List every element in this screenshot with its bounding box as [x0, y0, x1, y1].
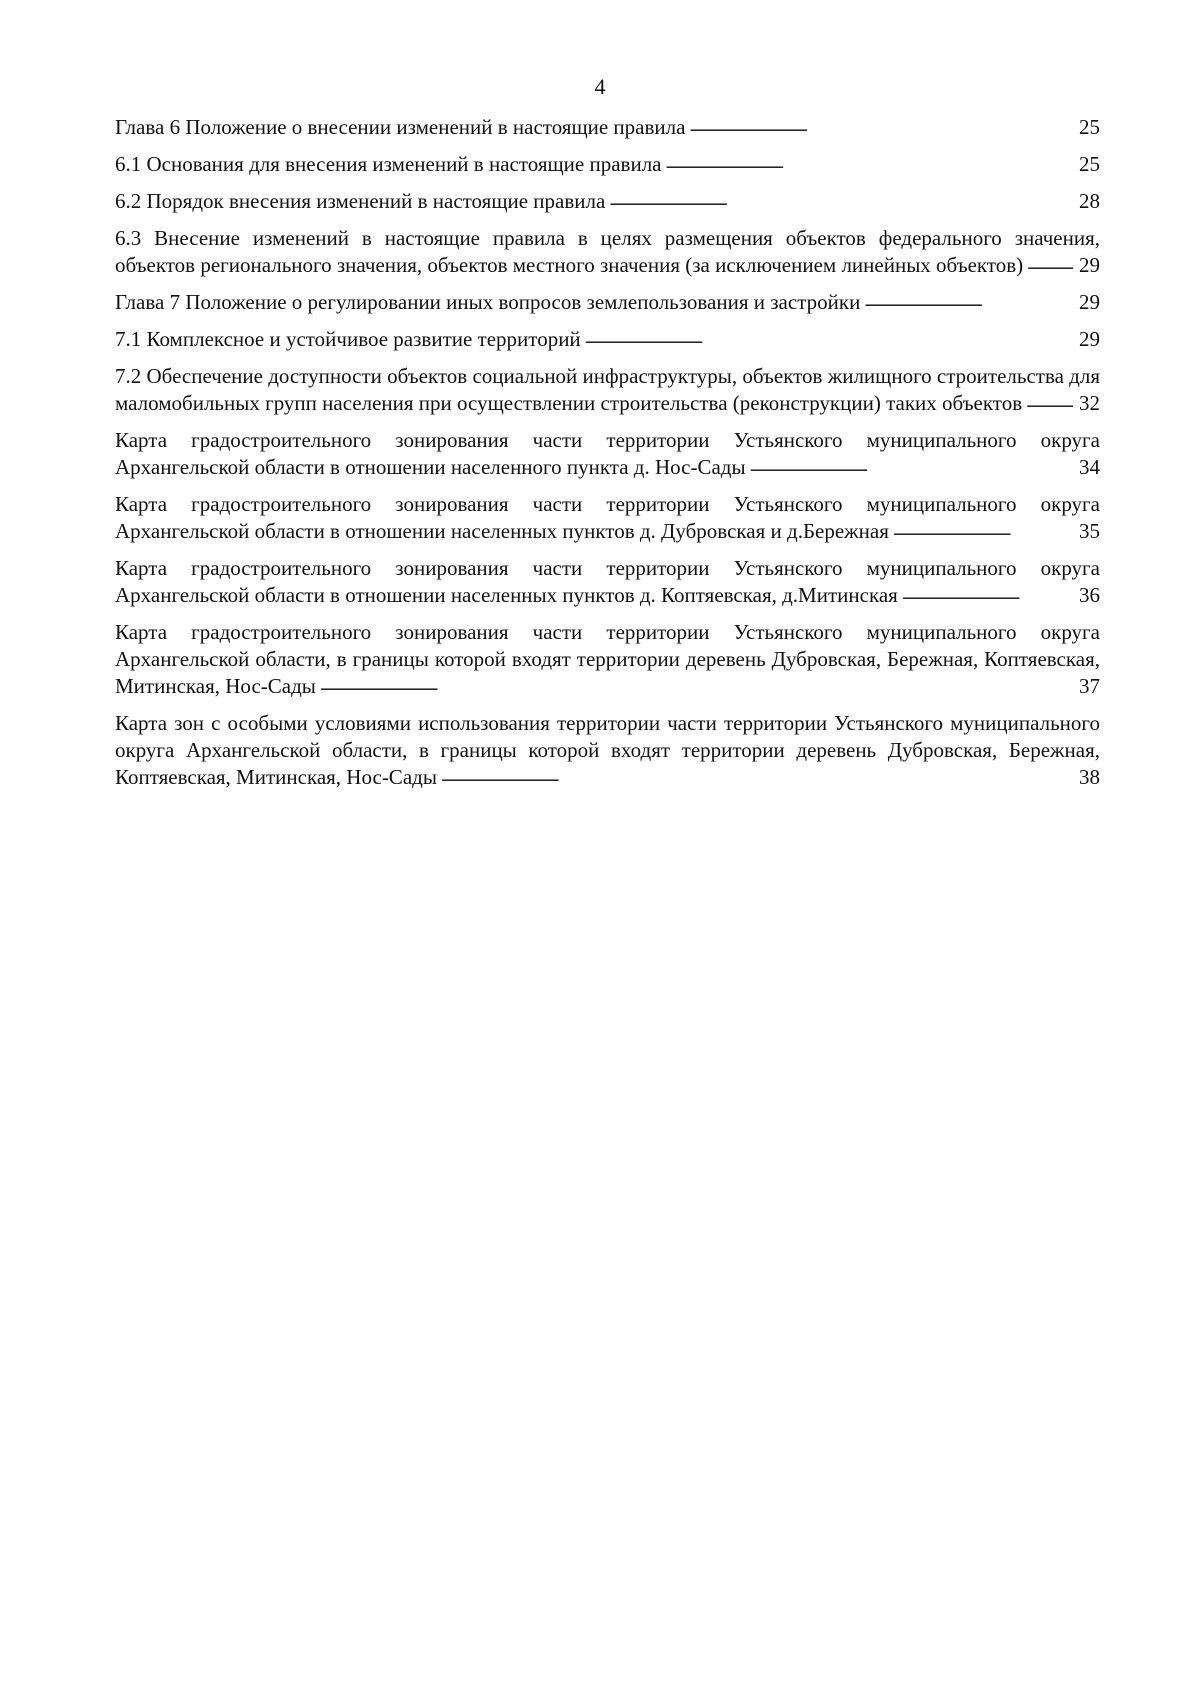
toc-entry-page: 29 [1073, 289, 1100, 316]
toc-entry-title: 7.1 Комплексное и устойчивое развитие территорий . . . [115, 327, 587, 351]
toc-entry[interactable] [115, 289, 1100, 316]
page-number: 4 [594, 74, 606, 99]
toc-entry[interactable] [115, 555, 1100, 609]
toc-entry-title: Глава 6 Положение о внесении изменений в настоящие правила . . . [115, 115, 691, 139]
table-of-contents [115, 114, 1100, 801]
toc-entry-page: 34 [1073, 454, 1100, 481]
toc-entry[interactable] [115, 188, 1100, 215]
toc-entry-page: 37 [1073, 673, 1100, 700]
toc-entry-page: 25 [1073, 151, 1100, 178]
toc-entry-page: 32 [1073, 390, 1100, 417]
toc-entry-page: 36 [1073, 582, 1100, 609]
toc-entry-page: 29 [1073, 252, 1100, 279]
toc-entry-page: 35 [1073, 518, 1100, 545]
toc-entry-title: Карта градостроительного зонирования части территории Устьянского муниципального округа Архангельской области, в границы которой входят территории деревень Дубровская, Бережная, Коптяевская, Митинская, Нос-Сады . . . [115, 620, 1100, 698]
toc-entry[interactable] [115, 114, 1100, 141]
toc-entry-title: Карта зон с особыми условиями использования территории части территории Устьянского муниципального округа Архангельской области, в границы которой входят территории деревень Дубровская, Бережная, Коптяевская, Митинская, Нос-Сады . . . [115, 711, 1100, 789]
toc-entry[interactable] [115, 427, 1100, 481]
toc-entry-page: 38 [1073, 764, 1100, 791]
toc-entry-title: Карта градостроительного зонирования части территории Устьянского муниципального округа Архангельской области в отношении населенного пункта д. Нос-Сады . . . [115, 428, 1100, 479]
toc-entry[interactable] [115, 225, 1100, 279]
toc-entry[interactable] [115, 491, 1100, 545]
toc-entry[interactable] [115, 710, 1100, 791]
toc-entry-page: 29 [1073, 326, 1100, 353]
toc-entry-title: Карта градостроительного зонирования части территории Устьянского муниципального округа Архангельской области в отношении населенных пунктов д. Дубровская и д.Бережная . . . [115, 492, 1100, 543]
toc-entry[interactable] [115, 326, 1100, 353]
toc-entry-title: Глава 7 Положение о регулировании иных вопросов землепользования и застройки . . . [115, 290, 866, 314]
toc-entry-page: 28 [1073, 188, 1100, 215]
toc-entry-title: 6.1 Основания для внесения изменений в настоящие правила . . . [115, 152, 668, 176]
toc-entry[interactable] [115, 151, 1100, 178]
toc-entry-title: 6.2 Порядок внесения изменений в настоящие правила . . . [115, 189, 611, 213]
toc-entry[interactable] [115, 619, 1100, 700]
toc-entry-title: Карта градостроительного зонирования части территории Устьянского муниципального округа Архангельской области в отношении населенных пунктов д. Коптяевская, д.Митинская . . . [115, 556, 1100, 607]
toc-entry-title: 6.3 Внесение изменений в настоящие правила в целях размещения объектов федерального значения, объектов регионального значения, объектов местного значения (за исключением линейных объектов) . . . [115, 226, 1100, 277]
toc-entry-title: 7.2 Обеспечение доступности объектов социальной инфраструктуры, объектов жилищного строительства для маломобильных групп населения при осуществлении строительства (реконструкции) таких объектов . . . [115, 364, 1100, 415]
toc-entry[interactable] [115, 363, 1100, 417]
toc-entry-page: 25 [1073, 114, 1100, 141]
